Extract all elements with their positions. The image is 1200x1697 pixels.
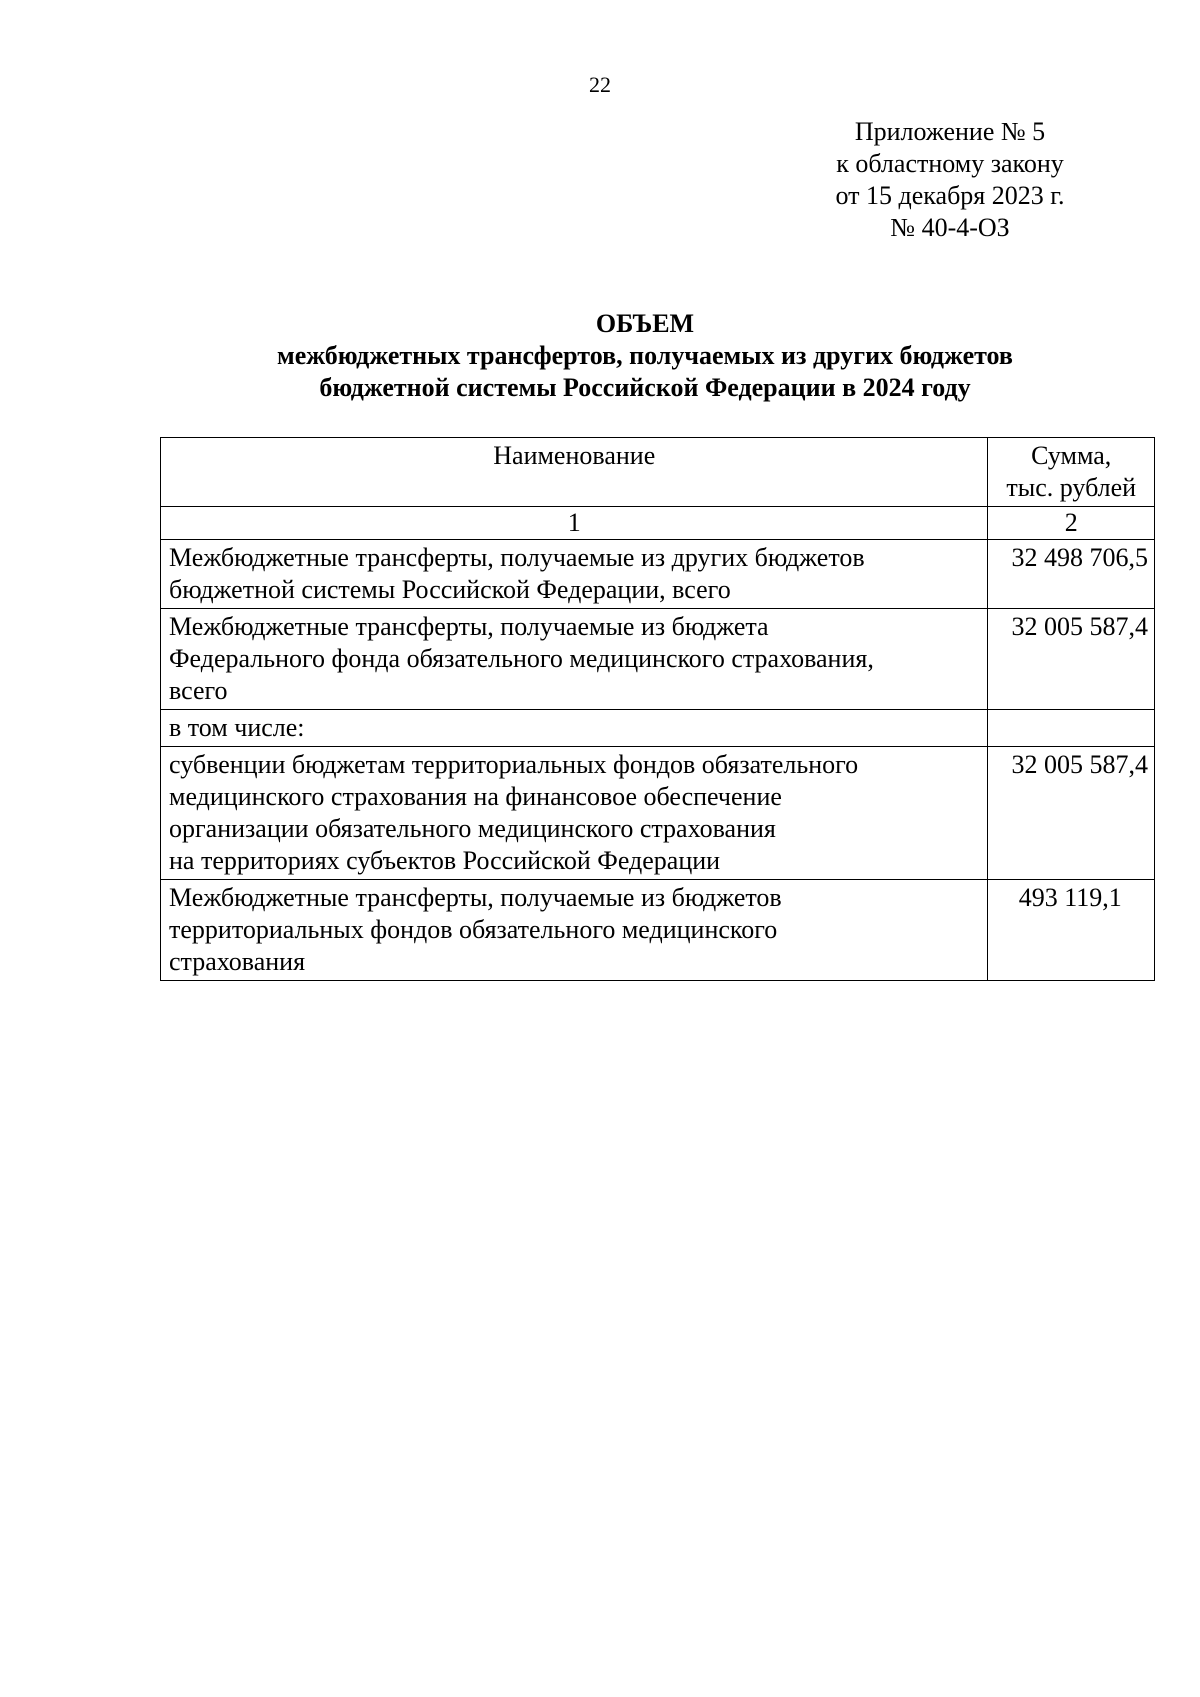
page-number: 22 xyxy=(589,72,611,97)
title-line-3: бюджетной системы Российской Федерации в 2024 году xyxy=(319,373,971,402)
row-name-line: Федерального фонда обязательного медицинского страхования, xyxy=(169,644,874,673)
row-name-line: Межбюджетные трансферты, получаемые из бюджета xyxy=(169,612,769,641)
table-row xyxy=(161,540,1155,609)
appendix-line-3: от 15 декабря 2023 г. xyxy=(835,181,1065,210)
title-line-2: межбюджетных трансфертов, получаемых из других бюджетов xyxy=(277,341,1013,370)
appendix-line-2: к областному закону xyxy=(836,149,1064,178)
header-sum xyxy=(988,438,1155,507)
row-name-line: бюджетной системы Российской Федерации, всего xyxy=(169,575,731,604)
document-title xyxy=(0,308,1200,404)
header-sum-line-1: Сумма, xyxy=(1031,441,1112,470)
row-name xyxy=(161,747,988,880)
column-number-2: 2 xyxy=(988,507,1155,540)
appendix-line-1: Приложение № 5 xyxy=(854,117,1046,146)
row-sum: 32 005 587,4 xyxy=(988,747,1155,880)
row-sum: 32 498 706,5 xyxy=(988,540,1155,609)
table-row xyxy=(161,609,1155,710)
appendix-line-4: № 40-4-ОЗ xyxy=(890,213,1010,242)
row-name xyxy=(161,880,988,981)
row-sum: 32 005 587,4 xyxy=(988,609,1155,710)
appendix-block xyxy=(800,116,1100,244)
row-name-line: всего xyxy=(169,676,228,705)
row-sum: 493 119,1 xyxy=(988,880,1155,981)
row-name-line: на территориях субъектов Российской Федерации xyxy=(169,846,721,875)
row-name xyxy=(161,540,988,609)
table-row xyxy=(161,880,1155,981)
title-line-1: ОБЪЕМ xyxy=(595,309,695,338)
header-name-label: Наименование xyxy=(493,441,656,470)
row-name-line: Межбюджетные трансферты, получаемые из бюджетов xyxy=(169,883,782,912)
row-name xyxy=(161,609,988,710)
row-name-line: в том числе: xyxy=(169,713,305,742)
row-name-line: медицинского страхования на финансовое обеспечение xyxy=(169,782,782,811)
row-name xyxy=(161,710,988,747)
table-header-row xyxy=(161,438,1155,507)
row-name-line: организации обязательного медицинского страхования xyxy=(169,814,776,843)
row-sum xyxy=(988,710,1155,747)
table-row xyxy=(161,710,1155,747)
table-row xyxy=(161,747,1155,880)
header-sum-line-2: тыс. рублей xyxy=(1006,473,1137,502)
row-name-line: территориальных фондов обязательного медицинского xyxy=(169,915,778,944)
header-name xyxy=(161,438,988,507)
budget-table xyxy=(160,437,1155,981)
row-name-line: субвенции бюджетам территориальных фондов обязательного xyxy=(169,750,859,779)
column-number-row xyxy=(161,507,1155,540)
row-name-line: Межбюджетные трансферты, получаемые из других бюджетов xyxy=(169,543,865,572)
row-name-line: страхования xyxy=(169,947,306,976)
column-number-1: 1 xyxy=(161,507,988,540)
